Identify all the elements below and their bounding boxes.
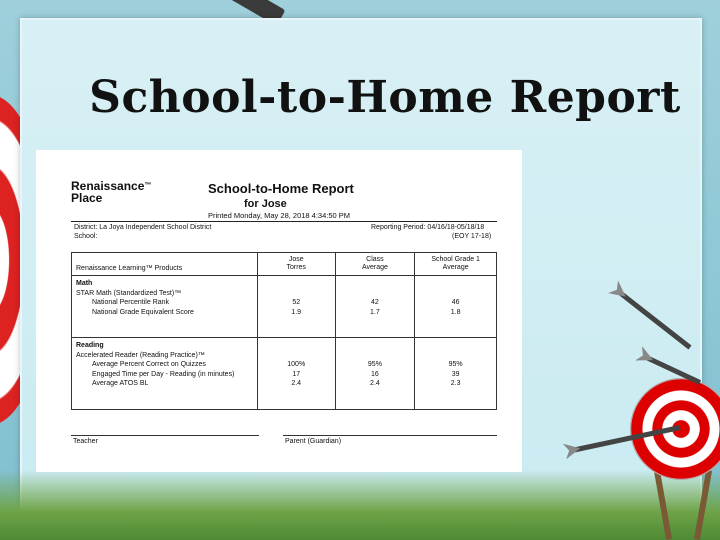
math-section (72, 276, 497, 338)
teacher-signature-label: Teacher (73, 438, 98, 445)
metric-label: Engaged Time per Day - Reading (in minutes) (92, 370, 235, 378)
report-subtitle: for Jose (244, 198, 287, 210)
cell-value: 2.3 (450, 380, 461, 387)
column-header-products: Renaissance Learning™ Products (72, 253, 258, 276)
product-name: STAR Math (Standardized Test)™ (76, 289, 182, 297)
class-values (335, 338, 415, 410)
student-values (257, 276, 335, 338)
column-header-class-average: Class Average (335, 253, 415, 276)
metric-label: Average ATOS BL (92, 380, 149, 387)
metric-label: Average Percent Correct on Quizzes (92, 361, 206, 368)
school-values (415, 338, 497, 410)
logo-text-line2: Place (71, 191, 103, 205)
class-values (335, 276, 415, 338)
reporting-period: Reporting Period: 04/16/18-05/18/18 (371, 224, 485, 231)
renaissance-logo (71, 180, 151, 204)
district-label: District: La Joya Independent School District (74, 224, 212, 231)
slide-title: School-to-Home Report (89, 72, 681, 123)
reporting-period-note: (EOY 17-18) (452, 233, 492, 240)
school-label: School: (74, 233, 98, 240)
cell-value: 42 (371, 299, 379, 306)
table-header-row (72, 253, 497, 276)
cell-value: 100% (287, 361, 306, 368)
cell-value: 1.8 (450, 308, 461, 316)
cell-value: 95% (448, 361, 463, 368)
math-labels (72, 276, 258, 338)
cell-value: 46 (451, 299, 460, 306)
cell-value: 1.9 (291, 308, 302, 316)
cell-value: 17 (292, 370, 301, 378)
reading-labels (72, 338, 258, 410)
column-header-school-average: School Grade 1 Average (415, 253, 497, 276)
report-document (36, 150, 522, 472)
parent-signature-label: Parent (Guardian) (285, 438, 342, 445)
parent-signature-line (283, 435, 497, 436)
metric-label: National Grade Equivalent Score (92, 308, 194, 316)
cell-value: 2.4 (370, 380, 380, 387)
cell-value: 2.4 (291, 380, 302, 387)
product-name: Accelerated Reader (Reading Practice)™ (76, 351, 205, 359)
teacher-signature-line (71, 435, 259, 436)
school-values (415, 276, 497, 338)
cell-value: 95% (367, 361, 382, 368)
printed-date: Printed Monday, May 28, 2018 4:34:50 PM (208, 211, 351, 220)
report-title: School-to-Home Report (208, 181, 354, 196)
cell-value: 16 (371, 370, 379, 378)
report-table (71, 252, 497, 410)
student-values (257, 338, 335, 410)
cell-value: 52 (292, 299, 301, 306)
reading-section (72, 338, 497, 410)
cell-value: 1.7 (370, 308, 380, 316)
logo-trademark: ™ (144, 182, 152, 189)
cell-value: 39 (451, 370, 460, 378)
background-grass (0, 470, 720, 540)
section-heading: Math (76, 280, 93, 287)
column-header-student: Jose Torres (257, 253, 335, 276)
logo-text-line1: Renaissance (71, 179, 145, 193)
section-heading: Reading (76, 342, 104, 349)
metric-label: National Percentile Rank (92, 299, 170, 306)
header-rule (71, 221, 497, 222)
